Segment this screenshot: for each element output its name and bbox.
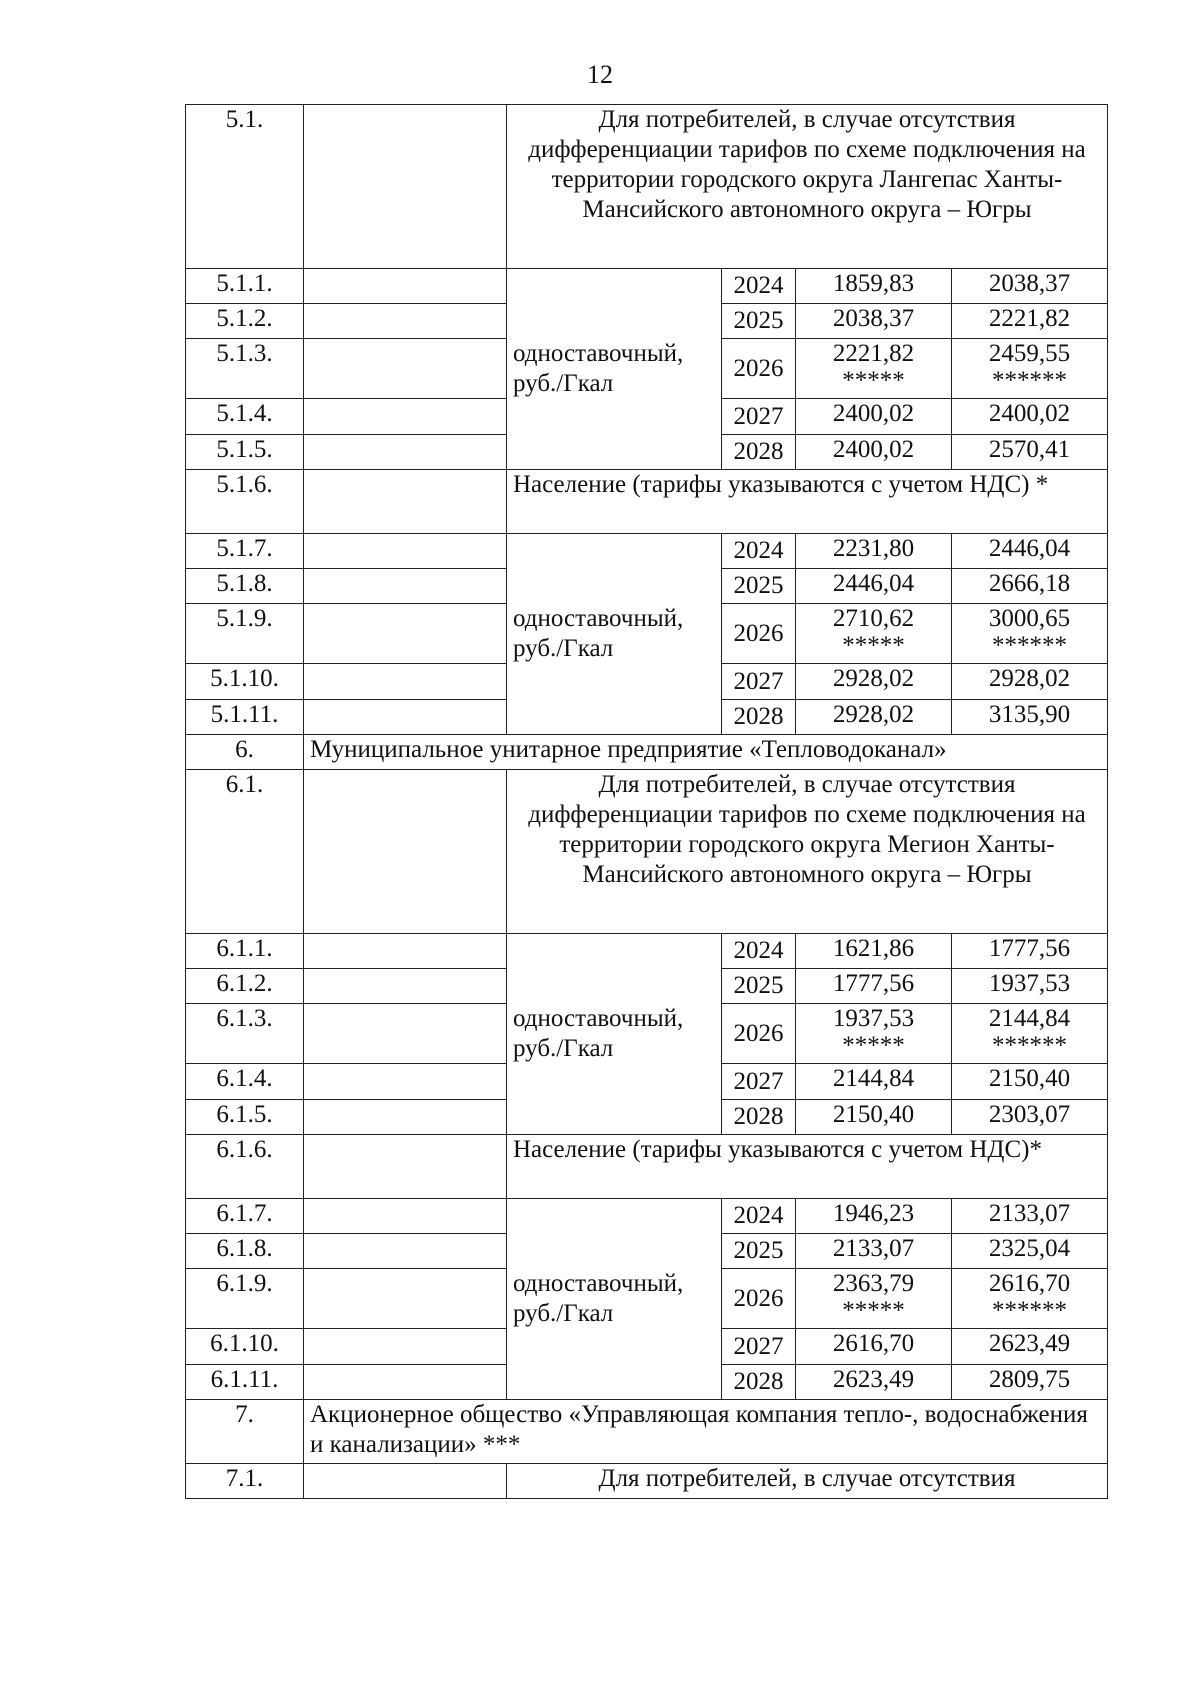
empty-cell xyxy=(304,700,507,735)
row-number: 6.1.5. xyxy=(186,1100,304,1135)
value-text: 2038,37 xyxy=(832,305,915,332)
year-cell: 2027 xyxy=(722,1064,796,1100)
year-cell: 2025 xyxy=(722,1234,796,1269)
tariff-value-first-half xyxy=(796,339,952,399)
tariff-value-first-half xyxy=(796,1269,952,1329)
row-number: 5.1.5. xyxy=(186,435,304,470)
year-cell: 2025 xyxy=(722,969,796,1004)
tariff-value-first-half xyxy=(796,934,952,969)
year-cell: 2025 xyxy=(722,569,796,604)
value-text: 2144,84 xyxy=(832,1065,915,1092)
tariff-value-first-half xyxy=(796,399,952,435)
tariff-type: одноставочный, руб./Гкал xyxy=(507,534,722,735)
tariff-value-first-half xyxy=(796,534,952,569)
year-cell: 2024 xyxy=(722,1199,796,1234)
value-text: 1937,53 xyxy=(988,970,1071,997)
tariff-value-second-half xyxy=(952,569,1108,604)
footnote-mark: ***** xyxy=(842,632,905,659)
year-cell: 2027 xyxy=(722,399,796,435)
empty-cell xyxy=(304,399,507,435)
value-text: 2363,79 xyxy=(832,1270,915,1297)
value-text: 1777,56 xyxy=(988,935,1071,962)
row-number: 5.1.9. xyxy=(186,604,304,664)
tariff-value-first-half xyxy=(796,569,952,604)
empty-cell xyxy=(304,534,507,569)
consumer-header: Для потребителей, в случае отсутствия xyxy=(507,1464,1108,1499)
tariff-value-second-half xyxy=(952,1199,1108,1234)
row-number: 5.1.4. xyxy=(186,399,304,435)
tariff-value-first-half xyxy=(796,1064,952,1100)
value-text: 2303,07 xyxy=(988,1101,1071,1128)
footnote-mark: ***** xyxy=(842,1297,905,1324)
value-text: 2221,82 xyxy=(988,305,1071,332)
row-number: 5.1.1. xyxy=(186,269,304,304)
value-text: 2623,49 xyxy=(832,1366,915,1393)
row-number: 6.1.2. xyxy=(186,969,304,1004)
footnote-mark: ****** xyxy=(992,1032,1067,1059)
tariff-value-second-half xyxy=(952,534,1108,569)
tariff-value-first-half xyxy=(796,1365,952,1400)
value-text: 2928,02 xyxy=(832,701,915,728)
value-text: 2400,02 xyxy=(988,400,1071,427)
value-text: 2616,70 xyxy=(832,1330,915,1357)
tariff-type: одноставочный, руб./Гкал xyxy=(507,269,722,470)
value-text: 2446,04 xyxy=(988,535,1071,562)
row-number: 6.1.9. xyxy=(186,1269,304,1329)
table-row xyxy=(186,269,1108,304)
value-text: 2150,40 xyxy=(832,1101,915,1128)
year-cell: 2024 xyxy=(722,934,796,969)
tariff-value-first-half xyxy=(796,969,952,1004)
row-number: 5.1.6. xyxy=(186,470,304,534)
value-text: 2666,18 xyxy=(988,570,1071,597)
row-number: 5.1.11. xyxy=(186,700,304,735)
consumer-header: Для потребителей, в случае отсутствия дифференциации тарифов по схеме подключения на территории городского округа Лангепас Ханты-Мансийского автономного округа – Югры xyxy=(507,105,1108,269)
section-header-row xyxy=(186,1464,1108,1499)
row-number: 6.1.8. xyxy=(186,1234,304,1269)
value-text: 2038,37 xyxy=(988,270,1071,297)
value-text: 1621,86 xyxy=(832,935,915,962)
value-text: 2150,40 xyxy=(988,1065,1071,1092)
row-number: 5.1.8. xyxy=(186,569,304,604)
tariff-value-first-half xyxy=(796,700,952,735)
footnote-mark: ****** xyxy=(992,367,1067,394)
year-cell: 2027 xyxy=(722,664,796,700)
tariff-value-second-half xyxy=(952,969,1108,1004)
year-cell: 2027 xyxy=(722,1329,796,1365)
value-text: 2623,49 xyxy=(988,1330,1071,1357)
tariff-value-first-half xyxy=(796,1234,952,1269)
value-text: 2570,41 xyxy=(988,436,1071,463)
value-text: 2325,04 xyxy=(988,1235,1071,1262)
row-number: 6.1.6. xyxy=(186,1135,304,1199)
row-number: 5.1. xyxy=(186,105,304,269)
tariff-value-second-half xyxy=(952,664,1108,700)
row-number: 6.1.1. xyxy=(186,934,304,969)
empty-cell xyxy=(304,105,507,269)
value-text: 2400,02 xyxy=(832,436,915,463)
tariff-value-second-half xyxy=(952,700,1108,735)
tariff-value-second-half xyxy=(952,934,1108,969)
tariff-value-second-half xyxy=(952,1269,1108,1329)
footnote-mark: ****** xyxy=(992,632,1067,659)
population-header: Население (тарифы указываются с учетом НДС)* xyxy=(507,1135,1108,1199)
tariff-value-first-half xyxy=(796,1100,952,1135)
value-text: 1777,56 xyxy=(832,970,915,997)
empty-cell xyxy=(304,770,507,934)
empty-cell xyxy=(304,269,507,304)
row-number: 6.1.10. xyxy=(186,1329,304,1365)
value-text: 2809,75 xyxy=(988,1366,1071,1393)
value-text: 2459,55 xyxy=(988,340,1071,367)
row-number: 7.1. xyxy=(186,1464,304,1499)
empty-cell xyxy=(304,1100,507,1135)
population-row xyxy=(186,470,1108,534)
row-number: 6.1.11. xyxy=(186,1365,304,1400)
tariff-value-first-half xyxy=(796,435,952,470)
tariff-table xyxy=(185,104,1108,1499)
value-text: 2133,07 xyxy=(832,1235,915,1262)
value-text: 2144,84 xyxy=(988,1005,1071,1032)
empty-cell xyxy=(304,1464,507,1499)
empty-cell xyxy=(304,969,507,1004)
row-number: 6.1.7. xyxy=(186,1199,304,1234)
value-text: 1946,23 xyxy=(832,1200,915,1227)
value-text: 2616,70 xyxy=(988,1270,1071,1297)
organization-name: Акционерное общество «Управляющая компания тепло-, водоснабжения и канализации» *** xyxy=(304,1400,1108,1464)
section-header-row xyxy=(186,770,1108,934)
population-row xyxy=(186,1135,1108,1199)
value-text: 2710,62 xyxy=(832,605,915,632)
row-number: 6.1. xyxy=(186,770,304,934)
empty-cell xyxy=(304,435,507,470)
row-number: 6. xyxy=(186,735,304,770)
empty-cell xyxy=(304,1004,507,1064)
table-row xyxy=(186,534,1108,569)
tariff-value-first-half xyxy=(796,664,952,700)
tariff-value-second-half xyxy=(952,399,1108,435)
row-number: 5.1.2. xyxy=(186,304,304,339)
empty-cell xyxy=(304,604,507,664)
tariff-value-first-half xyxy=(796,1199,952,1234)
tariff-value-first-half xyxy=(796,1004,952,1064)
population-header: Население (тарифы указываются с учетом НДС) * xyxy=(507,470,1108,534)
empty-cell xyxy=(304,339,507,399)
tariff-type: одноставочный, руб./Гкал xyxy=(507,934,722,1135)
tariff-value-second-half xyxy=(952,269,1108,304)
tariff-value-second-half xyxy=(952,604,1108,664)
row-number: 6.1.4. xyxy=(186,1064,304,1100)
value-text: 2928,02 xyxy=(832,665,915,692)
section-header-row xyxy=(186,105,1108,269)
empty-cell xyxy=(304,1064,507,1100)
value-text: 1859,83 xyxy=(832,270,915,297)
value-text: 2231,80 xyxy=(832,535,915,562)
row-number: 7. xyxy=(186,1400,304,1464)
tariff-value-second-half xyxy=(952,435,1108,470)
year-cell: 2024 xyxy=(722,269,796,304)
year-cell: 2026 xyxy=(722,1004,796,1064)
organization-row xyxy=(186,735,1108,770)
value-text: 2928,02 xyxy=(988,665,1071,692)
empty-cell xyxy=(304,1234,507,1269)
footnote-mark: ***** xyxy=(842,367,905,394)
row-number: 6.1.3. xyxy=(186,1004,304,1064)
page-number: 12 xyxy=(587,60,613,89)
empty-cell xyxy=(304,470,507,534)
value-text: 3135,90 xyxy=(988,701,1071,728)
year-cell: 2025 xyxy=(722,304,796,339)
year-cell: 2028 xyxy=(722,700,796,735)
value-text: 2133,07 xyxy=(988,1200,1071,1227)
empty-cell xyxy=(304,1269,507,1329)
tariff-value-second-half xyxy=(952,1365,1108,1400)
tariff-type: одноставочный, руб./Гкал xyxy=(507,1199,722,1400)
empty-cell xyxy=(304,304,507,339)
consumer-header: Для потребителей, в случае отсутствия дифференциации тарифов по схеме подключения на территории городского округа Мегион Ханты-Мансийского автономного округа – Югры xyxy=(507,770,1108,934)
tariff-value-first-half xyxy=(796,604,952,664)
row-number: 5.1.10. xyxy=(186,664,304,700)
value-text: 2446,04 xyxy=(832,570,915,597)
tariff-value-second-half xyxy=(952,339,1108,399)
year-cell: 2026 xyxy=(722,339,796,399)
empty-cell xyxy=(304,1135,507,1199)
tariff-value-second-half xyxy=(952,304,1108,339)
value-text: 2400,02 xyxy=(832,400,915,427)
empty-cell xyxy=(304,569,507,604)
value-text: 2221,82 xyxy=(832,340,915,367)
organization-name: Муниципальное унитарное предприятие «Тепловодоканал» xyxy=(304,735,1108,770)
tariff-value-second-half xyxy=(952,1004,1108,1064)
empty-cell xyxy=(304,1365,507,1400)
year-cell: 2028 xyxy=(722,1100,796,1135)
tariff-value-second-half xyxy=(952,1064,1108,1100)
year-cell: 2028 xyxy=(722,1365,796,1400)
year-cell: 2028 xyxy=(722,435,796,470)
tariff-value-first-half xyxy=(796,304,952,339)
value-text: 1937,53 xyxy=(832,1005,915,1032)
tariff-value-second-half xyxy=(952,1329,1108,1365)
year-cell: 2024 xyxy=(722,534,796,569)
row-number: 5.1.7. xyxy=(186,534,304,569)
value-text: 3000,65 xyxy=(988,605,1071,632)
row-number: 5.1.3. xyxy=(186,339,304,399)
tariff-value-second-half xyxy=(952,1234,1108,1269)
organization-row xyxy=(186,1400,1108,1464)
year-cell: 2026 xyxy=(722,604,796,664)
tariff-value-first-half xyxy=(796,269,952,304)
table-row xyxy=(186,934,1108,969)
footnote-mark: ****** xyxy=(992,1297,1067,1324)
tariff-value-first-half xyxy=(796,1329,952,1365)
footnote-mark: ***** xyxy=(842,1032,905,1059)
empty-cell xyxy=(304,1329,507,1365)
year-cell: 2026 xyxy=(722,1269,796,1329)
empty-cell xyxy=(304,664,507,700)
tariff-value-second-half xyxy=(952,1100,1108,1135)
empty-cell xyxy=(304,1199,507,1234)
empty-cell xyxy=(304,934,507,969)
table-row xyxy=(186,1199,1108,1234)
